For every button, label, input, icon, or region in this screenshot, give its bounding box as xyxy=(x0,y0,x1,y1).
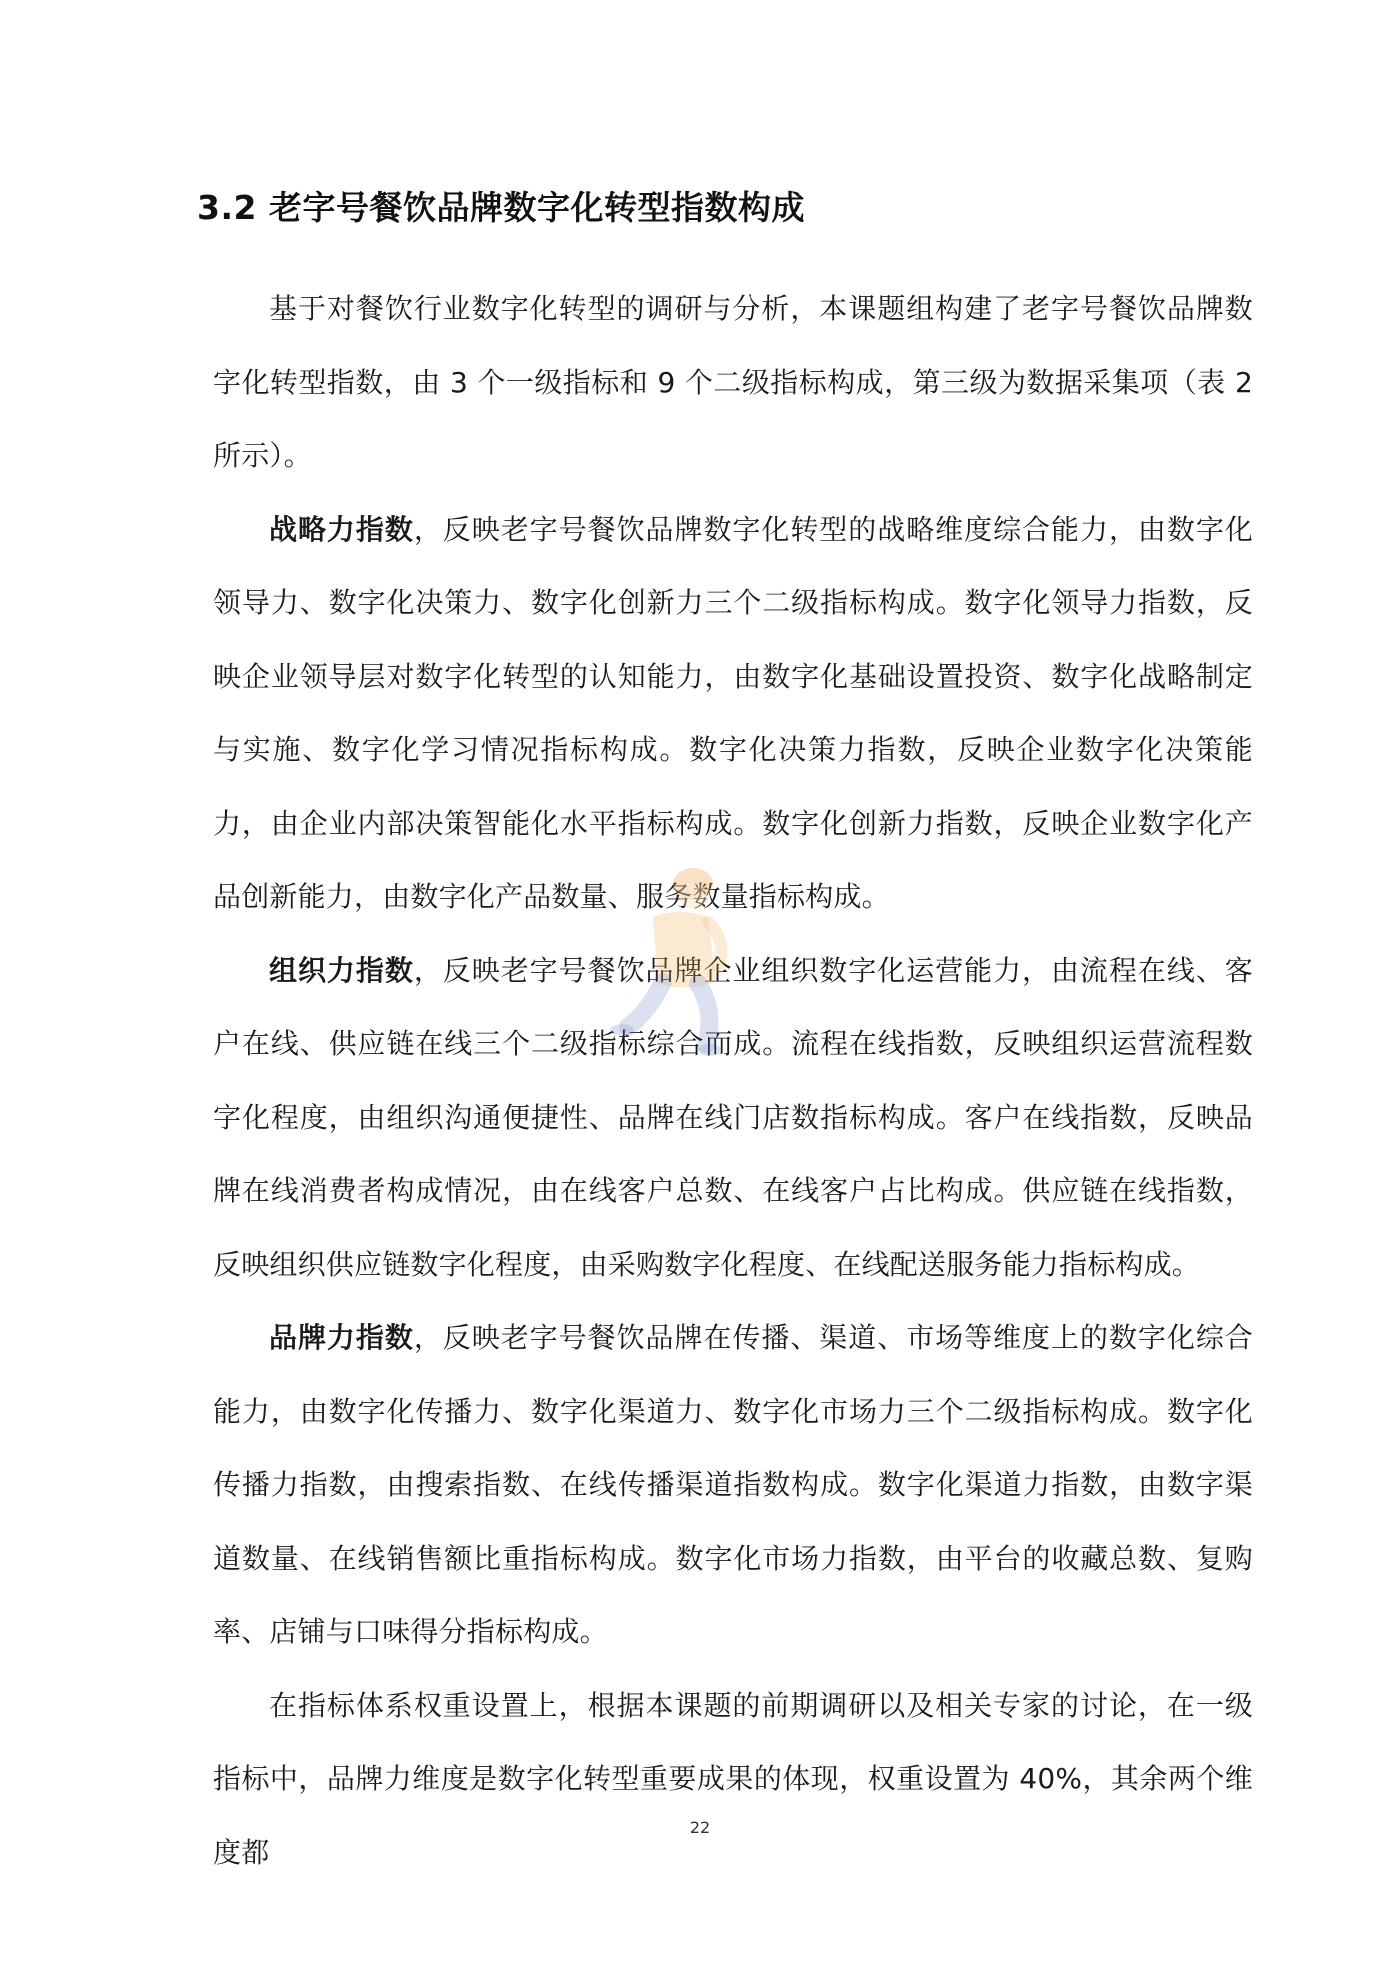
page-number: 22 xyxy=(689,1818,711,1837)
paragraph-brand xyxy=(213,1301,1253,1669)
paragraph-weights xyxy=(213,1669,1253,1890)
paragraph-weights-text: 在指标体系权重设置上，根据本课题的前期调研以及相关专家的讨论，在一级指标中，品牌力维度是数字化转型重要成果的体现，权重设置为 40%，其余两个维度都 xyxy=(213,1688,1253,1869)
watermark-leg-right xyxy=(698,984,710,1044)
term-strategy-index: 战略力指数 xyxy=(269,512,414,546)
paragraph-organization-text: ，反映老字号餐饮品牌企业组织数字化运营能力，由流程在线、客户在线、供应链在线三个二级指标综合而成。流程在线指数，反映组织运营流程数字化程度，由组织沟通便捷性、品牌在线门店数指标构成。客户在线指数，反映品牌在线消费者构成情况，由在线客户总数、在线客户占比构成。供应链在线指数，反映组织供应链数字化程度，由采购数字化程度、在线配送服务能力指标构成。 xyxy=(213,953,1253,1281)
term-brand-index: 品牌力指数 xyxy=(269,1321,414,1354)
paragraph-brand-text: ，反映老字号餐饮品牌在传播、渠道、市场等维度上的数字化综合能力，由数字化传播力、数字化渠道力、数字化市场力三个二级指标构成。数字化传播力指数，由搜索指数、在线传播渠道指数构成。数字化渠道力指数，由数字渠道数量、在线销售额比重指标构成。数字化市场力指数，由平台的收藏总数、复购率、店铺与口味得分指标构成。 xyxy=(213,1321,1253,1648)
term-organization-index: 组织力指数 xyxy=(269,953,414,987)
paragraph-strategy-text: ，反映老字号餐饮品牌数字化转型的战略维度综合能力，由数字化领导力、数字化决策力、数字化创新力三个二级指标构成。数字化领导力指数，反映企业领导层对数字化转型的认知能力，由数字化基础设置投资、数字化战略制定与实施、数字化学习情况指标构成。数字化决策力指数，反映企业数字化决策能力，由企业内部决策智能化水平指标构成。数字化创新力指数，反映企业数字化产品创新能力，由数字化产品数量、服务数量指标构成。 xyxy=(213,512,1253,913)
watermark-shoe-left xyxy=(610,1024,634,1036)
watermark-leg-left xyxy=(628,982,663,1027)
watermark-shoe-right xyxy=(698,1044,722,1056)
paragraph-intro xyxy=(213,272,1253,493)
body-text xyxy=(213,272,1253,1889)
section-heading: 3.2 老字号餐饮品牌数字化转型指数构成 xyxy=(197,188,805,227)
delivery-rider-watermark-icon xyxy=(598,862,748,1062)
watermark-face xyxy=(679,883,707,909)
paragraph-intro-text: 基于对餐饮行业数字化转型的调研与分析，本课题组构建了老字号餐饮品牌数字化转型指数，由 3 个一级指标和 9 个二级指标构成，第三级为数据采集项（表 2 所示）。 xyxy=(213,292,1253,472)
